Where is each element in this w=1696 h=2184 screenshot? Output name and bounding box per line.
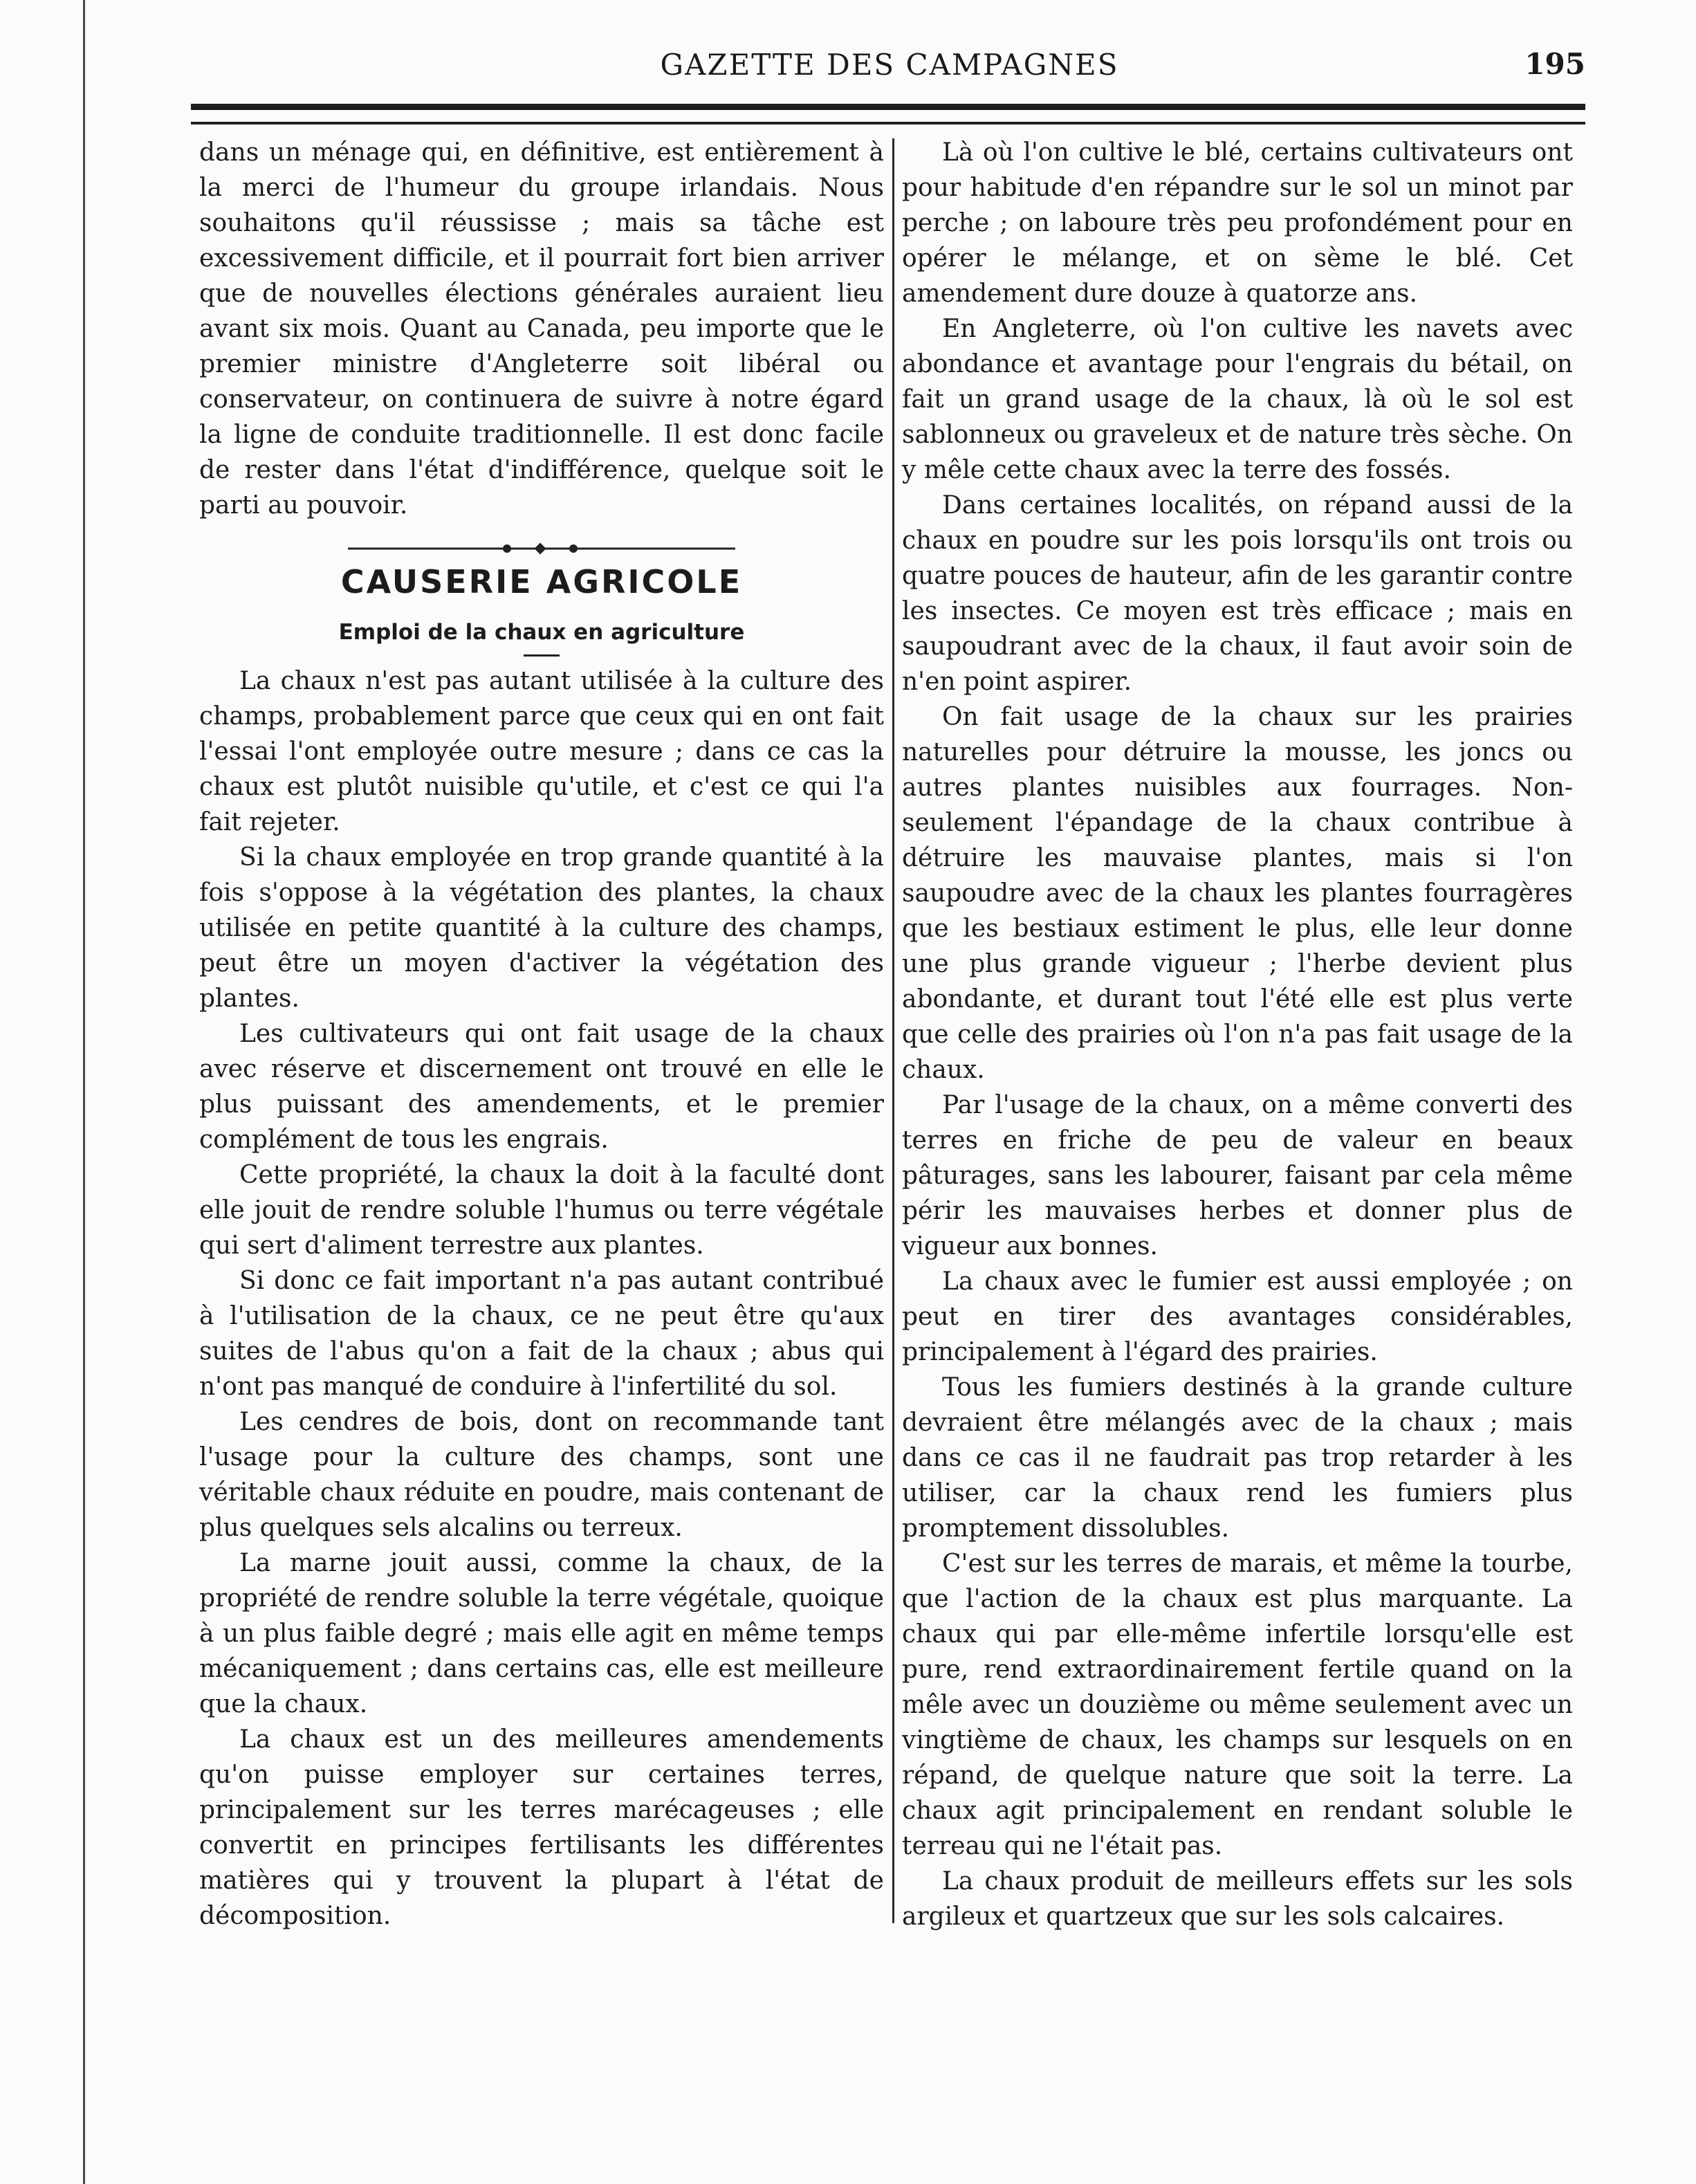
page-header — [194, 40, 1585, 89]
paragraph: Là où l'on cultive le blé, certains cultivateurs ont pour habitude d'en répandre sur le sol un minot par perche ; on laboure très peu profondément pour en opérer le mélange, et on sème le blé. Cet amendement dure douze à quatorze ans. — [902, 138, 1573, 308]
paragraph: La chaux avec le fumier est aussi employée ; on peut en tirer des avantages considérables, principalement à l'égard des prairies. — [902, 1267, 1573, 1366]
paragraph: La marne jouit aussi, comme la chaux, de la propriété de rendre soluble la terre végétale, quoique à un plus faible degré ; mais elle agit en même temps mécaniquement ; dans certains cas, elle est meilleure que la chaux. — [199, 1549, 884, 1718]
paragraph: La chaux est un des meilleures amendements qu'on puisse employer sur certaines terres, principalement sur les terres marécageuses ; elle convertit en principes fertilisants les différentes matières qui y trouvent la plupart à l'état de décomposition. — [199, 1725, 884, 1930]
section-ornament — [348, 542, 735, 555]
paragraph: Par l'usage de la chaux, on a même converti des terres en friche de peu de valeur en beaux pâturages, sans les labourer, faisant par cela même périr les mauvaises herbes et donner plus de vigueur aux bonnes. — [902, 1091, 1573, 1260]
paragraph: La chaux n'est pas autant utilisée à la culture des champs, probablement parce que ceux qui en ont fait l'essai l'ont employée outre mesure ; dans ce cas la chaux est plutôt nuisible qu'utile, et c'est ce qui l'a fait rejeter. — [199, 667, 884, 836]
right-column — [902, 135, 1573, 1934]
paragraph: La chaux produit de meilleurs effets sur les sols argileux et quartzeux que sur les sols calcaires. — [902, 1867, 1573, 1931]
header-rule-thick — [191, 104, 1585, 110]
paragraph: C'est sur les terres de marais, et même la tourbe, que l'action de la chaux est plus marquante. La chaux qui par elle-même infertile lorsqu'elle est pure, rend extraordinairement fertile quand on la mêle avec un douzième ou même seulement avec un vingtième de chaux, les champs sur lesquels on en répand, de quelque nature que soit la terre. La chaux agit principalement en rendant soluble le terreau qui ne l'était pas. — [902, 1550, 1573, 1860]
subtitle-dash — [524, 654, 560, 657]
column-divider — [892, 138, 894, 1923]
left-column — [199, 135, 884, 1934]
intro-paragraph: dans un ménage qui, en définitive, est entièrement à la merci de l'humeur du groupe irlandais. Nous souhaitons qu'il réussisse ; mais sa tâche est excessivement difficile, et il pourrait fort bien arriver que de nouvelles élections générales auraient lieu avant six mois. Quant au Canada, peu importe que le premier ministre d'Angleterre soit libéral ou conservateur, on continuera de suivre à notre égard la ligne de conduite traditionnelle. Il est donc facile de rester dans l'état d'indifférence, quelque soit le parti au pouvoir. — [199, 138, 884, 520]
header-rule-thin — [191, 122, 1585, 125]
paragraph: En Angleterre, où l'on cultive les navets avec abondance et avantage pour l'engrais du bétail, on fait un grand usage de la chaux, là où le sol est sablonneux ou graveleux et de nature très sèche. On y mêle cette chaux avec la terre des fossés. — [902, 315, 1573, 484]
running-head: GAZETTE DES CAMPAGNES — [660, 47, 1119, 82]
section-subtitle: Emploi de la chaux en agriculture — [338, 620, 745, 645]
paragraph: Les cultivateurs qui ont fait usage de la chaux avec réserve et discernement ont trouvé en elle le plus puissant des amendements, et le premier complément de tous les engrais. — [199, 1020, 884, 1154]
paragraph: On fait usage de la chaux sur les prairies naturelles pour détruire la mousse, les joncs ou autres plantes nuisibles aux fourrages. Non-seulement l'épandage de la chaux contribue à détruire les mauvaise plantes, mais si l'on saupoudre avec de la chaux les plantes fourragères que les bestiaux estiment le plus, elle leur donne une plus grande vigueur ; l'herbe devient plus abondante, et durant tout l'été elle est plus verte que celle des prairies où l'on n'a pas fait usage de la chaux. — [902, 703, 1573, 1084]
paragraph: Les cendres de bois, dont on recommande tant l'usage pour la culture des champs, sont une véritable chaux réduite en poudre, mais contenant de plus quelques sels alcalins ou terreux. — [199, 1408, 884, 1542]
binding-margin-line — [83, 0, 85, 2184]
page-number: 195 — [1524, 47, 1585, 81]
paragraph: Si la chaux employée en trop grande quantité à la fois s'oppose à la végétation des plantes, la chaux utilisée en petite quantité à la culture des champs, peut être un moyen d'activer la végétation des plantes. — [199, 843, 884, 1013]
paragraph: Dans certaines localités, on répand aussi de la chaux en poudre sur les pois lorsqu'ils ont trois ou quatre pouces de hauteur, afin de les garantir contre les insectes. Ce moyen est très efficace ; mais en saupoudrant avec de la chaux, il faut avoir soin de n'en point aspirer. — [902, 491, 1573, 696]
paragraph: Cette propriété, la chaux la doit à la faculté dont elle jouit de rendre soluble l'humus ou terre végétale qui sert d'aliment terrestre aux plantes. — [199, 1161, 884, 1260]
paragraph: Si donc ce fait important n'a pas autant contribué à l'utilisation de la chaux, ce ne peut être qu'aux suites de l'abus qu'on a fait de la chaux ; abus qui n'ont pas manqué de conduire à l'infertilité du sol. — [199, 1267, 884, 1401]
paragraph: Tous les fumiers destinés à la grande culture devraient être mélangés avec de la chaux ; mais dans ce cas il ne faudrait pas trop retarder à les utiliser, car la chaux rend les fumiers plus promptement dissolubles. — [902, 1373, 1573, 1543]
section-title: CAUSERIE AGRICOLE — [340, 563, 743, 600]
